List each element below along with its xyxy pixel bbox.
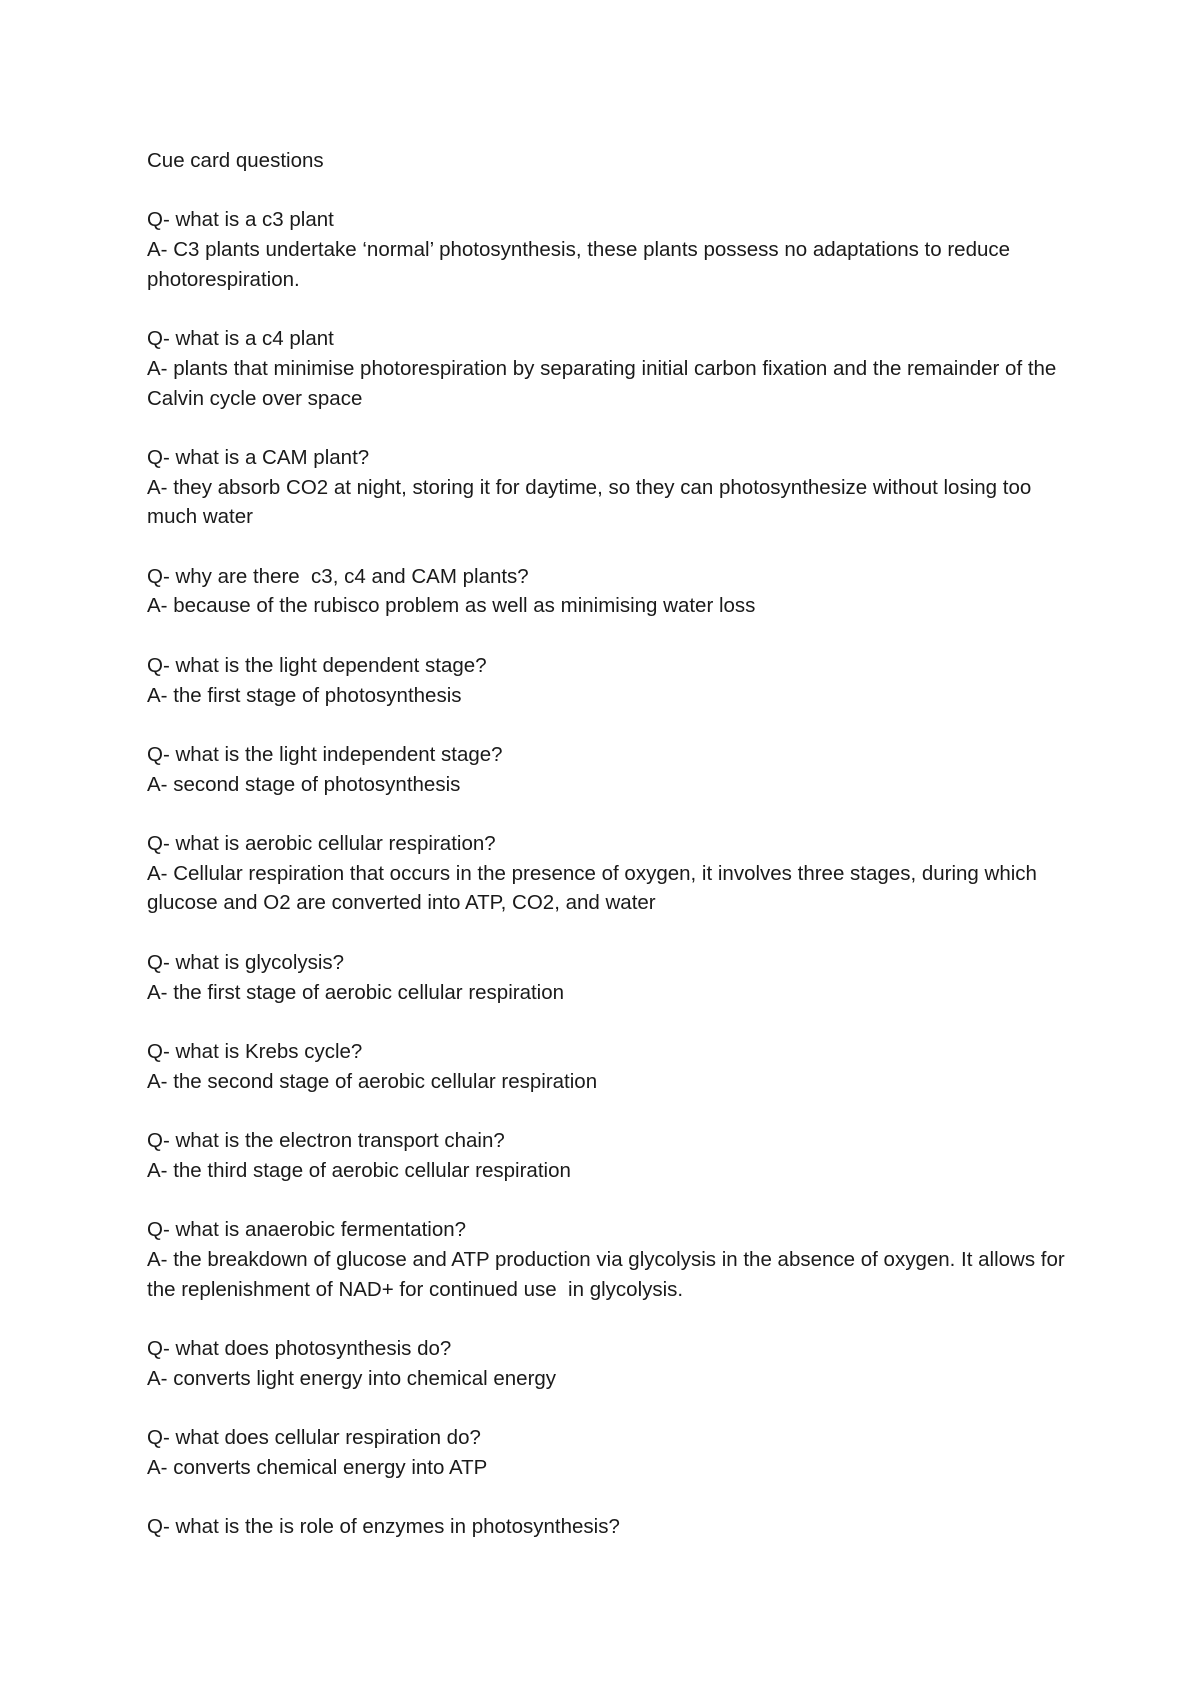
qa-item — [147, 324, 1077, 413]
question-text: Q- what is the light independent stage? — [147, 742, 503, 766]
question-text: Q- what is glycolysis? — [147, 950, 345, 974]
answer-text: A- the first stage of photosynthesis — [147, 683, 462, 707]
question-text: Q- what is a c4 plant — [147, 327, 334, 351]
question-text: Q- what is a c3 plant — [147, 208, 334, 232]
qa-item — [147, 205, 1077, 294]
qa-item — [147, 651, 1077, 710]
qa-item — [147, 829, 1077, 918]
question-text: Q- what does cellular respiration do? — [147, 1426, 481, 1450]
question-text: Q- what is the is role of enzymes in photosynthesis? — [147, 1515, 620, 1539]
answer-text: A- the third stage of aerobic cellular respiration — [147, 1158, 571, 1182]
answer-text: A- converts light energy into chemical energy — [147, 1366, 557, 1390]
document-body — [147, 146, 1077, 1572]
answer-text: A- C3 plants undertake ‘normal’ photosynthesis, these plants possess no adaptations to reduce photorespiration. — [147, 238, 1016, 291]
qa-item — [147, 948, 1077, 1007]
qa-item — [147, 443, 1077, 532]
question-text: Q- what is anaerobic fermentation? — [147, 1218, 467, 1242]
answer-text: A- the breakdown of glucose and ATP production via glycolysis in the absence of oxygen. It allows for the replenishment of NAD+ for continued use in glycolysis. — [147, 1247, 1071, 1301]
question-text: Q- why are there c3, c4 and CAM plants? — [147, 564, 529, 588]
qa-item — [147, 740, 1077, 799]
qa-item — [147, 562, 1077, 621]
document-title: Cue card questions — [147, 149, 324, 172]
question-text: Q- what is Krebs cycle? — [147, 1039, 363, 1063]
qa-item — [147, 1334, 1077, 1393]
qa-item — [147, 1423, 1077, 1482]
answer-text: A- converts chemical energy into ATP — [147, 1455, 488, 1479]
answer-text: A- the first stage of aerobic cellular respiration — [147, 980, 565, 1004]
answer-text: A- Cellular respiration that occurs in the presence of oxygen, it involves three stages, during which glucose and O2 are converted into ATP, CO2, and water — [147, 861, 1043, 915]
question-text: Q- what is aerobic cellular respiration? — [147, 832, 496, 856]
answer-text: A- they absorb CO2 at night, storing it for daytime, so they can photosynthesize without losing too much water — [147, 475, 1037, 529]
qa-item — [147, 1512, 1077, 1542]
answer-text: A- second stage of photosynthesis — [147, 772, 461, 796]
question-text: Q- what is the electron transport chain? — [147, 1129, 505, 1153]
question-text: Q- what does photosynthesis do? — [147, 1336, 452, 1360]
answer-text: A- because of the rubisco problem as well as minimising water loss — [147, 594, 756, 618]
qa-item — [147, 1215, 1077, 1304]
question-text: Q- what is a CAM plant? — [147, 445, 370, 469]
qa-item — [147, 1037, 1077, 1096]
answer-text: A- plants that minimise photorespiration by separating initial carbon fixation and the remainder of the Calvin cycle over space — [147, 356, 1063, 410]
answer-text: A- the second stage of aerobic cellular respiration — [147, 1069, 598, 1093]
qa-item — [147, 1126, 1077, 1185]
question-text: Q- what is the light dependent stage? — [147, 653, 487, 677]
